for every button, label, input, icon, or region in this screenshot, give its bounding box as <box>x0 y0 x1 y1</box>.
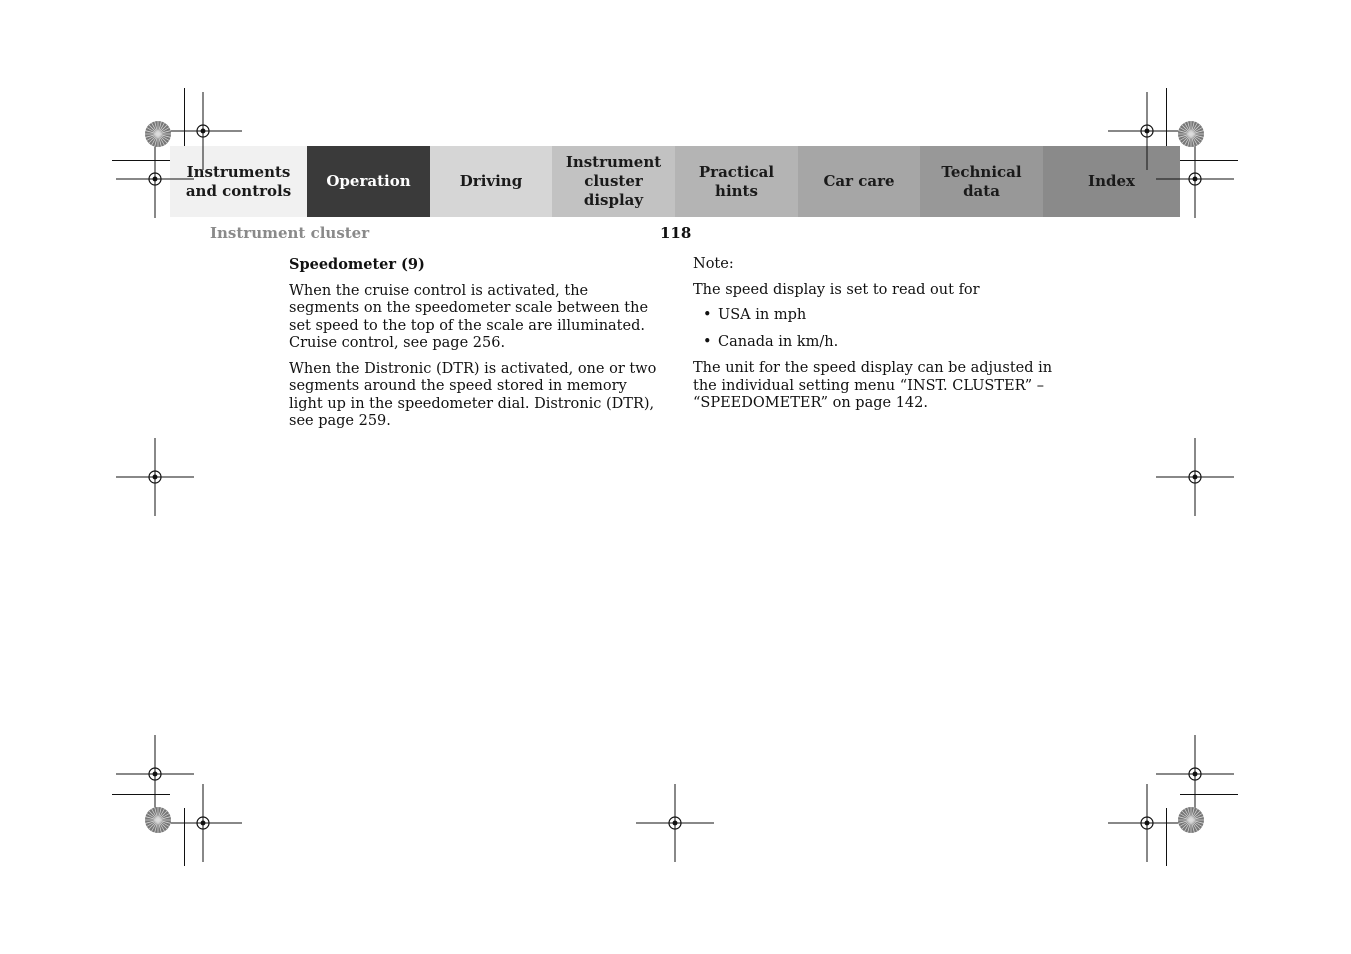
section-title: Instrument cluster <box>210 224 370 242</box>
speedometer-heading: Speedometer (9) <box>289 256 425 273</box>
color-target-icon <box>143 805 173 835</box>
color-target-icon <box>1176 805 1206 835</box>
crosshair-icon <box>1155 139 1235 219</box>
trim-line <box>184 88 185 146</box>
crosshair-icon <box>1155 437 1235 517</box>
tab-car-care[interactable]: Car care <box>798 146 920 217</box>
list-item-text: Canada in km/h. <box>718 333 839 350</box>
note-label: Note: <box>693 256 734 272</box>
list-item <box>703 307 1053 325</box>
list-item-text: USA in mph <box>718 307 807 323</box>
right-column <box>693 256 1053 421</box>
bullet-icon: • <box>703 333 712 350</box>
note-outro: The unit for the speed display can be adjusted in the individual setting menu “INST. CLUSTER” – “SPEEDOMETER” on page 142. <box>693 360 1053 411</box>
crosshair-icon <box>115 437 195 517</box>
color-target-icon <box>1176 119 1206 149</box>
trim-line <box>112 794 170 795</box>
distronic-paragraph: When the Distronic (DTR) is activated, one or two segments around the speed stored in memory light up in the speedometer dial. Distronic (DTR), see page 259. <box>289 360 657 429</box>
bullet-icon: • <box>703 307 712 323</box>
chapter-tab-bar <box>170 146 1180 217</box>
page-number: 118 <box>660 224 692 242</box>
trim-line <box>1166 808 1167 866</box>
tab-practical-hints[interactable]: Practical hints <box>675 146 798 217</box>
trim-line <box>1166 88 1167 146</box>
tab-instrument-cluster-display[interactable]: Instrument cluster display <box>552 146 675 217</box>
tab-driving[interactable]: Driving <box>430 146 552 217</box>
list-item <box>703 334 1053 352</box>
tab-technical-data[interactable]: Technical data <box>920 146 1043 217</box>
trim-line <box>184 808 185 866</box>
color-target-icon <box>143 119 173 149</box>
note-intro: The speed display is set to read out for <box>693 281 980 298</box>
crosshair-icon <box>1107 783 1187 863</box>
tab-operation[interactable]: Operation <box>307 146 430 217</box>
tab-instruments-and-controls[interactable]: Instruments and controls <box>170 146 307 217</box>
cruise-control-paragraph: When the cruise control is activated, the segments on the speedometer scale between the set speed to the top of the scale are illuminated. Cruise control, see page 256. <box>289 282 649 351</box>
left-column <box>289 256 659 439</box>
crosshair-icon <box>635 783 715 863</box>
crosshair-icon <box>163 783 243 863</box>
crosshair-icon <box>115 139 195 219</box>
trim-line <box>1180 160 1238 161</box>
trim-line <box>112 160 170 161</box>
tab-index[interactable]: Index <box>1043 146 1180 217</box>
trim-line <box>1180 794 1238 795</box>
